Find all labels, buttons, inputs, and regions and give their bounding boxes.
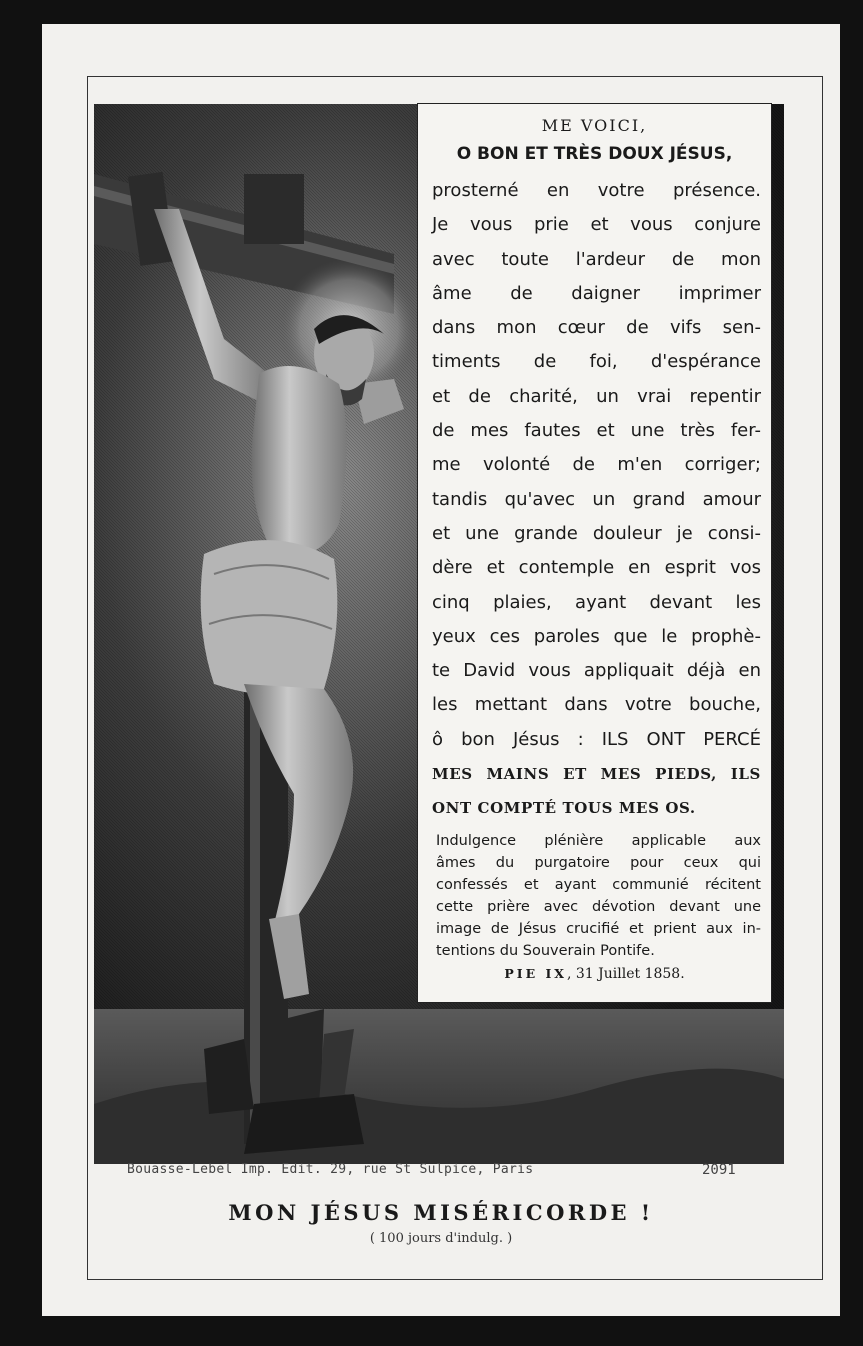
pope-name: PIE IX — [504, 966, 567, 981]
prayer-line: dans mon cœur de vifs sen- — [432, 317, 761, 339]
prayer-line: ô bon Jésus : ILS ONT PERCÉ — [432, 728, 761, 750]
prayer-line: prosterné en votre présence. — [432, 180, 761, 201]
indulgence-line: cette prière avec dévotion devant une — [436, 899, 761, 915]
indulgence-line: image de Jésus crucifié et prient aux in- — [436, 921, 761, 937]
signature-date: , 31 Juillet 1858. — [567, 966, 685, 982]
prayer-heading: ME VOICI, — [541, 116, 648, 135]
prayer-line-scripture: ONT COMPTÉ TOUS MES OS. — [432, 799, 696, 818]
indulgence-line: Indulgence plénière applicable aux — [436, 833, 761, 849]
indulgence-line: âmes du purgatoire pour ceux qui — [436, 855, 761, 871]
prayer-line: de mes fautes et une très fer- — [432, 420, 761, 442]
prayer-line: me volonté de m'en corriger; — [432, 454, 761, 476]
catalog-number: 2091 — [702, 1162, 736, 1178]
card-subtitle: ( 100 jours d'indulg. ) — [369, 1231, 513, 1246]
prayer-line: cinq plaies, ayant devant les — [432, 591, 761, 613]
prayer-line: tandis qu'avec un grand amour — [432, 488, 761, 510]
prayer-line: et de charité, un vrai repentir — [432, 385, 761, 407]
indulgence-note — [436, 830, 761, 962]
printer-imprint: Bouasse-Lebel Imp. Edit. 29, rue St Sulpice, Paris — [127, 1162, 534, 1177]
prayer-line: timents de foi, d'espérance — [432, 351, 761, 373]
indulgence-line: tentions du Souverain Pontife. — [436, 943, 655, 959]
prayer-line: yeux ces paroles que le prophè- — [432, 625, 761, 647]
prayer-line: avec toute l'ardeur de mon — [432, 248, 761, 270]
prayer-invocation: O BON ET TRÈS DOUX JÉSUS, — [456, 144, 733, 164]
prayer-line: et une grande douleur je consi- — [432, 522, 761, 544]
holy-card — [42, 24, 840, 1316]
prayer-line: les mettant dans votre bouche, — [432, 694, 761, 716]
prayer-line: te David vous appliquait déjà en — [432, 660, 761, 682]
card-title: MON JÉSUS MISÉRICORDE ! — [228, 1200, 654, 1225]
prayer-line: dère et contemple en esprit vos — [432, 557, 761, 579]
papal-signature — [418, 966, 771, 982]
indulgence-line: confessés et ayant communié récitent — [436, 877, 761, 893]
prayer-text — [432, 174, 761, 826]
prayer-line: Je vous prie et vous conjure — [432, 214, 761, 236]
prayer-line: âme de daigner imprimer — [432, 282, 761, 304]
prayer-panel — [417, 103, 772, 1003]
prayer-line-scripture: MES MAINS ET MES PIEDS, ILS — [432, 765, 761, 784]
